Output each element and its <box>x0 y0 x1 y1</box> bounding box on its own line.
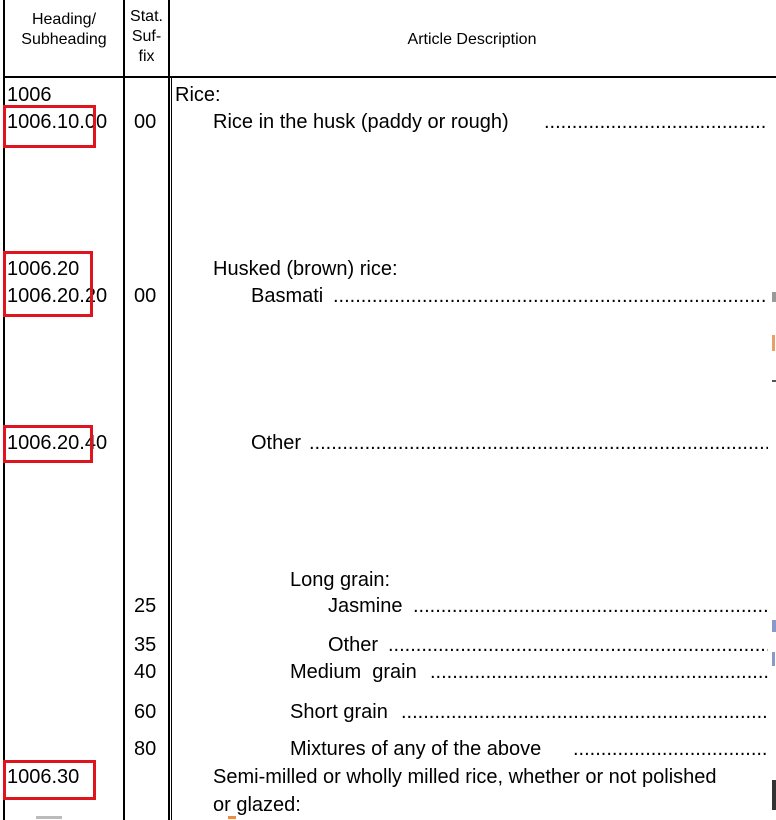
description-text: Short grain <box>290 701 388 723</box>
stat-suffix: 25 <box>134 595 157 617</box>
stat-suffix: 00 <box>134 285 157 307</box>
description-text: Semi-milled or wholly milled rice, whether or not polished <box>213 766 717 788</box>
bottom-edge-fragment <box>36 816 62 819</box>
heading-code: 1006.20.20 <box>7 285 108 307</box>
right-edge-fragment <box>772 620 776 632</box>
description-text: Long grain: <box>290 569 391 591</box>
header-heading-line2: Subheading <box>21 31 107 48</box>
right-edge-fragment <box>772 380 776 382</box>
description-text: Other <box>328 634 379 656</box>
stat-suffix: 35 <box>134 634 157 656</box>
description-text: Medium grain <box>290 661 417 683</box>
description-left-rule <box>171 78 172 820</box>
bottom-edge-fragment <box>228 816 236 819</box>
stat-suffix: 80 <box>134 738 157 760</box>
leader-dots <box>401 700 768 724</box>
leader-dots <box>309 431 768 455</box>
heading-code: 1006 <box>7 84 52 106</box>
description-text: Basmati <box>251 285 324 307</box>
heading-code: 1006.20 <box>7 258 80 280</box>
stat-suffix: 60 <box>134 701 157 723</box>
stat-suffix: 40 <box>134 661 157 683</box>
heading-code: 1006.10.00 <box>7 111 108 133</box>
description-text: Rice: <box>175 84 221 106</box>
right-edge-fragment <box>772 780 776 810</box>
right-edge-fragment <box>772 652 775 666</box>
leader-dots <box>413 594 768 618</box>
header-stat-suffix <box>125 7 168 67</box>
right-edge-fragment <box>772 335 775 351</box>
header-stat-line3: fix <box>138 48 155 65</box>
suffix-column-divider <box>168 0 170 820</box>
leader-dots <box>333 284 768 308</box>
header-article-description: Article Description <box>407 31 537 48</box>
highlight-box <box>3 251 93 317</box>
header-heading-line1: Heading/ <box>31 11 97 28</box>
description-text: Husked (brown) rice: <box>213 258 398 280</box>
heading-code: 1006.20.40 <box>7 432 108 454</box>
stat-suffix: 00 <box>134 111 157 133</box>
right-edge-fragment <box>772 292 776 302</box>
heading-code: 1006.30 <box>7 766 80 788</box>
header-bottom-rule <box>3 76 776 78</box>
description-text: Other <box>251 432 302 454</box>
header-stat-line2: Suf- <box>131 28 162 45</box>
header-stat-line1: Stat. <box>130 8 163 25</box>
header-heading <box>5 10 123 50</box>
description-text: Jasmine <box>328 595 403 617</box>
description-text: Rice in the husk (paddy or rough) <box>213 111 509 133</box>
description-text: or glazed: <box>213 794 301 816</box>
leader-dots <box>573 737 768 761</box>
highlight-box <box>3 760 96 800</box>
leader-dots <box>544 110 768 134</box>
highlight-box <box>3 425 93 463</box>
heading-column-divider <box>123 0 125 820</box>
leader-dots <box>388 633 768 657</box>
description-text: Mixtures of any of the above <box>290 738 542 760</box>
highlight-box <box>3 105 96 148</box>
leader-dots <box>430 660 768 684</box>
